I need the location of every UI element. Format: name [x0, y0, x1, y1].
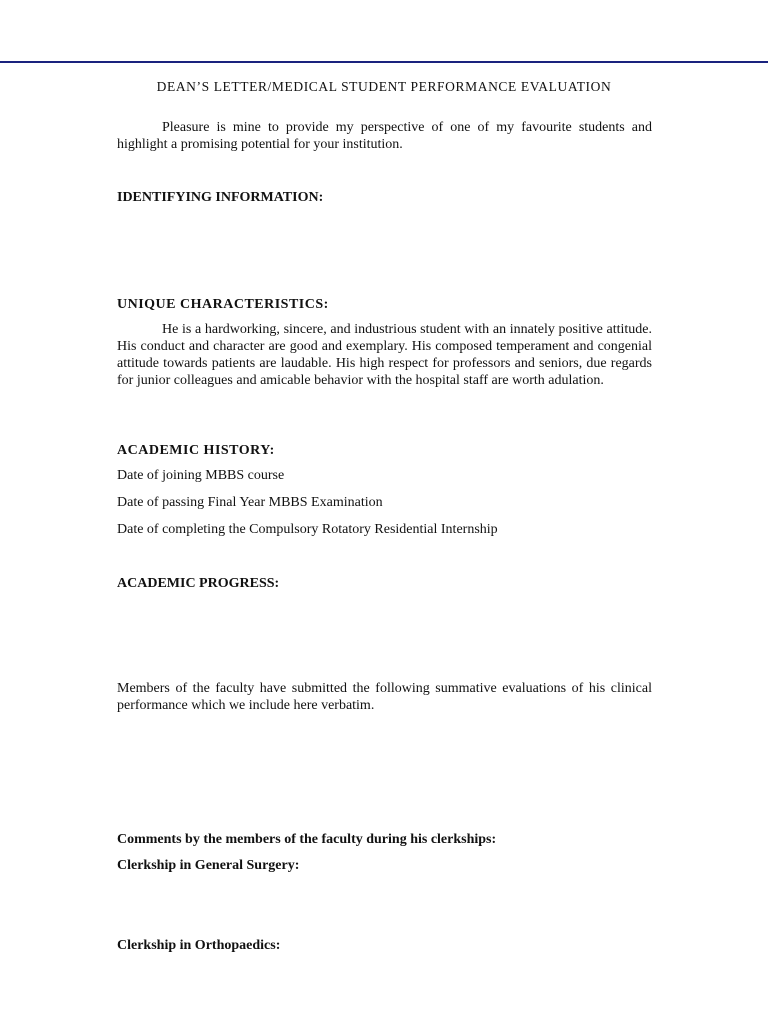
unique-characteristics-paragraph: He is a hardworking, sincere, and industrious student with an innately positive attitude. His conduct and character are good and exemplary. His composed temperament and congenial attitude towards patients are laudable. His high respect for professors and seniors, due regards for junior colleagues and amicable behavior with the hospital staff are worth adulation. [117, 322, 652, 388]
header-rule-line [0, 61, 768, 63]
intro-paragraph: Pleasure is mine to provide my perspective of one of my favourite students and highlight a promising potential for your institution. [117, 120, 652, 152]
academic-progress-heading: ACADEMIC PROGRESS: [117, 576, 280, 591]
faculty-evaluations-paragraph: Members of the faculty have submitted the following summative evaluations of his clinical performance which we include here verbatim. [117, 681, 652, 713]
identifying-information-heading: IDENTIFYING INFORMATION: [117, 190, 324, 205]
academic-history-item: Date of joining MBBS course [117, 468, 285, 483]
document-title: DEAN’S LETTER/MEDICAL STUDENT PERFORMANCE EVALUATION [156, 79, 612, 94]
academic-history-item: Date of passing Final Year MBBS Examination [117, 495, 383, 510]
academic-history-item: Date of completing the Compulsory Rotatory Residential Internship [117, 522, 498, 537]
unique-characteristics-heading: UNIQUE CHARACTERISTICS: [117, 297, 329, 312]
clerkship-orthopaedics-heading: Clerkship in Orthopaedics: [117, 938, 281, 953]
academic-history-heading: ACADEMIC HISTORY: [117, 443, 275, 458]
clerkship-general-surgery-heading: Clerkship in General Surgery: [117, 858, 300, 873]
faculty-comments-heading: Comments by the members of the faculty during his clerkships: [117, 832, 497, 847]
